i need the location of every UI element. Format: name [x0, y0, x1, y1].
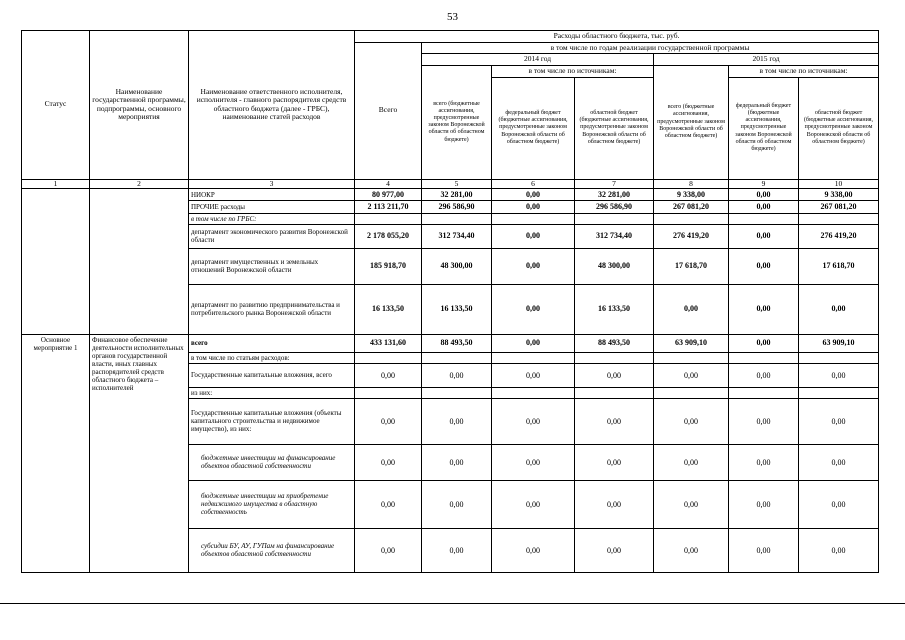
column-number: 5	[422, 179, 492, 189]
status-cell-empty	[22, 189, 90, 334]
value-cell: 63 909,10	[654, 334, 729, 352]
value-cell: 0,00	[729, 528, 799, 572]
value-cell: 0,00	[492, 201, 575, 213]
value-cell: 9 338,00	[799, 189, 879, 201]
total-cell: 433 131,60	[355, 334, 422, 352]
value-cell: 0,00	[422, 363, 492, 387]
value-cell: 0,00	[799, 284, 879, 334]
header-federal-2015: федеральный бюджет (бюджетные ассигнования, предусмотренные законом Воронежской области об областном бюджете)	[729, 77, 799, 179]
value-cell: 0,00	[729, 248, 799, 284]
value-cell: 48 300,00	[575, 248, 654, 284]
value-cell: 312 734,40	[422, 224, 492, 248]
value-cell: 16 133,50	[575, 284, 654, 334]
value-cell: 0,00	[729, 334, 799, 352]
value-cell: 296 586,90	[422, 201, 492, 213]
row-label: бюджетные инвестиции на приобретение недвижимого имущества в областную собственность	[189, 480, 355, 528]
table-row	[22, 334, 879, 352]
value-cell: 276 419,20	[654, 224, 729, 248]
column-number: 10	[799, 179, 879, 189]
value-cell: 0,00	[492, 334, 575, 352]
value-cell: 0,00	[729, 284, 799, 334]
row-label: департамент экономического развития Воронежской области	[189, 224, 355, 248]
value-cell: 0,00	[422, 480, 492, 528]
value-cell: 0,00	[575, 363, 654, 387]
value-cell: 0,00	[492, 224, 575, 248]
value-cell: 0,00	[799, 528, 879, 572]
value-cell: 267 081,20	[654, 201, 729, 213]
header-all-2015: всего (бюджетные ассигнования, предусмотренные законом Воронежской области об областном бюджете)	[654, 65, 729, 179]
value-cell: 267 081,20	[799, 201, 879, 213]
value-cell: 0,00	[729, 224, 799, 248]
header-expenses: Расходы областного бюджета, тыс. руб.	[355, 31, 879, 43]
value-cell: 17 618,70	[654, 248, 729, 284]
value-cell: 0,00	[729, 398, 799, 444]
value-cell: 0,00	[654, 398, 729, 444]
value-cell: 9 338,00	[654, 189, 729, 201]
value-cell: 0,00	[492, 444, 575, 480]
header-year-2014: 2014 год	[422, 54, 654, 66]
value-cell: 0,00	[654, 363, 729, 387]
row-label: департамент по развитию предпринимательства и потребительского рынка Воронежской области	[189, 284, 355, 334]
column-number-row	[22, 179, 879, 189]
header-all-2014: всего (бюджетные ассигнования, предусмотренные законом Воронежской области об областном бюджете)	[422, 65, 492, 179]
value-cell: 32 281,00	[575, 189, 654, 201]
value-cell: 0,00	[422, 444, 492, 480]
column-number: 4	[355, 179, 422, 189]
value-cell: 0,00	[575, 480, 654, 528]
value-cell: 32 281,00	[422, 189, 492, 201]
value-cell: 88 493,50	[575, 334, 654, 352]
header-executor: Наименование ответственного исполнителя, исполнителя - главного распорядителя средств областного бюджета (далее - ГРБС), наименование статей расходов	[189, 31, 355, 180]
total-cell: 0,00	[355, 398, 422, 444]
value-cell: 17 618,70	[799, 248, 879, 284]
column-number: 1	[22, 179, 90, 189]
value-cell: 0,00	[492, 284, 575, 334]
header-sources-2015: в том числе по источникам:	[729, 65, 879, 77]
value-cell: 63 909,10	[799, 334, 879, 352]
total-cell: 2 113 211,70	[355, 201, 422, 213]
value-cell: 48 300,00	[422, 248, 492, 284]
page-number: 53	[447, 11, 458, 23]
row-label: субсидии БУ, АУ, ГУПам на финансирование объектов областной собственности	[189, 528, 355, 572]
value-cell: 0,00	[654, 444, 729, 480]
value-cell: 0,00	[729, 201, 799, 213]
row-label: ПРОЧИЕ расходы	[189, 201, 355, 213]
budget-table	[21, 30, 879, 573]
status-cell: Основное мероприятие 1	[22, 334, 90, 572]
value-cell: 0,00	[422, 398, 492, 444]
value-cell: 0,00	[492, 248, 575, 284]
value-cell: 0,00	[492, 363, 575, 387]
total-cell: 185 918,70	[355, 248, 422, 284]
value-cell: 312 734,40	[575, 224, 654, 248]
header-sources-2014: в том числе по источникам:	[492, 65, 654, 77]
value-cell: 0,00	[575, 528, 654, 572]
header-year-2015: 2015 год	[654, 54, 879, 66]
value-cell: 0,00	[575, 398, 654, 444]
header-by-years: в том числе по годам реализации государственной программы	[422, 42, 879, 54]
value-cell: 296 586,90	[575, 201, 654, 213]
value-cell: 0,00	[799, 363, 879, 387]
header-total: Всего	[355, 42, 422, 179]
value-cell: 0,00	[729, 444, 799, 480]
row-label: из них:	[189, 387, 355, 398]
row-label: департамент имущественных и земельных отношений Воронежской области	[189, 248, 355, 284]
table-row	[22, 189, 879, 201]
value-cell: 88 493,50	[422, 334, 492, 352]
total-cell: 0,00	[355, 363, 422, 387]
value-cell: 0,00	[492, 480, 575, 528]
value-cell: 0,00	[799, 398, 879, 444]
row-label: НИОКР	[189, 189, 355, 201]
column-number: 6	[492, 179, 575, 189]
value-cell: 0,00	[422, 528, 492, 572]
total-cell: 0,00	[355, 480, 422, 528]
total-cell: 0,00	[355, 444, 422, 480]
value-cell: 0,00	[799, 480, 879, 528]
header-regional-2015: областной бюджет (бюджетные ассигнования, предусмотренные законом Воронежской области об областном бюджете)	[799, 77, 879, 179]
value-cell: 0,00	[654, 480, 729, 528]
total-cell: 80 977,00	[355, 189, 422, 201]
value-cell: 0,00	[492, 398, 575, 444]
value-cell: 0,00	[729, 363, 799, 387]
page-bottom-rule	[0, 603, 905, 604]
program-cell-empty	[90, 189, 189, 334]
total-cell: 0,00	[355, 528, 422, 572]
value-cell: 0,00	[492, 189, 575, 201]
column-number: 3	[189, 179, 355, 189]
value-cell: 16 133,50	[422, 284, 492, 334]
header-status: Статус	[22, 31, 90, 180]
column-number: 9	[729, 179, 799, 189]
value-cell: 276 419,20	[799, 224, 879, 248]
value-cell: 0,00	[729, 189, 799, 201]
column-number: 8	[654, 179, 729, 189]
row-label: бюджетные инвестиции на финансирование объектов областной собственности	[189, 444, 355, 480]
value-cell: 0,00	[729, 480, 799, 528]
row-label: в том числе по ГРБС:	[189, 213, 355, 224]
value-cell: 0,00	[575, 444, 654, 480]
row-label: в том числе по статьям расходов:	[189, 352, 355, 363]
total-cell: 2 178 055,20	[355, 224, 422, 248]
value-cell: 0,00	[654, 284, 729, 334]
value-cell: 0,00	[492, 528, 575, 572]
column-number: 2	[90, 179, 189, 189]
column-number: 7	[575, 179, 654, 189]
value-cell: 0,00	[654, 528, 729, 572]
row-label: Государственные капитальные вложения (объекты капитального строительства и недвижимое имущество), из них:	[189, 398, 355, 444]
total-cell: 16 133,50	[355, 284, 422, 334]
header-regional-2014: областной бюджет (бюджетные ассигнования, предусмотренные законом Воронежской области об областном бюджете)	[575, 77, 654, 179]
header-program-name: Наименование государственной программы, подпрограммы, основного мероприятия	[90, 31, 189, 180]
header-federal-2014: федеральный бюджет (бюджетные ассигнования, предусмотренные законом Воронежской области об областном бюджете)	[492, 77, 575, 179]
row-label: Государственные капитальные вложения, всего	[189, 363, 355, 387]
program-name-cell: Финансовое обеспечение деятельности исполнительных органов государственной власти, иных главных распорядителей средств областного бюджета – исполнителей	[90, 334, 189, 572]
value-cell: 0,00	[799, 444, 879, 480]
row-label: всего	[189, 334, 355, 352]
